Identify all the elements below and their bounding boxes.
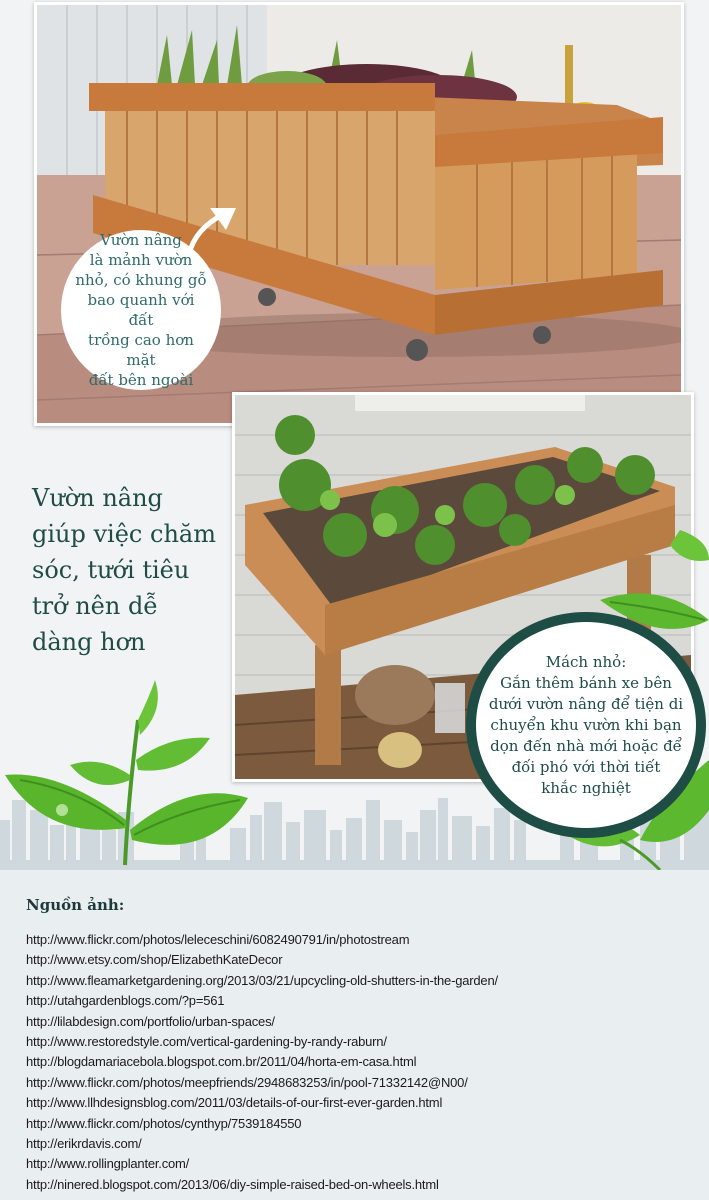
tip-line: đối phó với thời tiết xyxy=(511,757,661,776)
source-link[interactable]: http://lilabdesign.com/portfolio/urban-spaces/ xyxy=(26,1013,275,1029)
source-link[interactable]: http://www.flickr.com/photos/meepfriends/2948683253/in/pool-71332142@N00/ xyxy=(26,1074,468,1090)
callout-line: đất bên ngoài xyxy=(88,371,194,389)
tip-line: khắc nghiệt xyxy=(541,778,631,797)
tip-line: Gắn thêm bánh xe bên xyxy=(500,673,672,692)
callout-line: là mảnh vườn xyxy=(89,251,193,269)
callout-line: nhỏ, có khung gỗ xyxy=(75,271,207,289)
source-link[interactable]: http://erikrdavis.com/ xyxy=(26,1136,142,1152)
source-link-list xyxy=(26,930,685,1195)
tip-line: dưới vườn nâng để tiện di xyxy=(488,694,684,713)
heading-line: giúp việc chăm xyxy=(32,520,216,548)
sources-title: Nguồn ảnh: xyxy=(26,896,125,914)
heading-line: sóc, tưới tiêu xyxy=(32,556,190,584)
sprout-icon xyxy=(0,680,250,870)
source-link[interactable]: http://www.flickr.com/photos/cynthyp/7539184550 xyxy=(26,1115,302,1131)
tip-callout xyxy=(466,612,706,838)
source-link[interactable]: http://www.fleamarketgardening.org/2013/03/21/upcycling-old-shutters-in-the-garden/ xyxy=(26,972,498,988)
raised-bed-benefit-heading xyxy=(32,480,232,660)
source-link[interactable]: http://utahgardenblogs.com/?p=561 xyxy=(26,993,225,1009)
callout-line: trồng cao hơn mặt xyxy=(88,331,194,369)
tip-line: dọn đến nhà mới hoặc để xyxy=(490,736,682,755)
image-sources-section xyxy=(0,870,709,1200)
callout-line: Vườn nâng xyxy=(100,231,182,249)
source-link[interactable]: http://www.etsy.com/shop/ElizabethKateDecor xyxy=(26,952,283,968)
source-link[interactable]: http://www.llhdesignsblog.com/2011/03/details-of-our-first-ever-garden.html xyxy=(26,1095,443,1111)
tip-line: chuyển khu vườn khi bạn xyxy=(490,715,682,734)
source-link[interactable]: http://ninered.blogspot.com/2013/06/diy-simple-raised-bed-on-wheels.html xyxy=(26,1176,439,1192)
source-link[interactable]: http://www.flickr.com/photos/leleceschini/6082490791/in/photostream xyxy=(26,932,410,947)
source-link[interactable]: http://www.rollingplanter.com/ xyxy=(26,1156,190,1172)
heading-line: Vườn nâng xyxy=(32,484,163,512)
tip-title: Mách nhỏ: xyxy=(545,652,627,671)
heading-line: dàng hơn xyxy=(32,628,146,656)
source-link[interactable]: http://blogdamariacebola.blogspot.com.br/2011/04/horta-em-casa.html xyxy=(26,1054,417,1070)
tip-body xyxy=(489,673,683,799)
heading-line: trở nên dễ xyxy=(32,592,159,620)
raised-bed-definition-callout xyxy=(61,230,221,390)
callout-line: bao quanh với đất xyxy=(87,291,195,329)
source-link[interactable]: http://www.restoredstyle.com/vertical-gardening-by-randy-raburn/ xyxy=(26,1034,387,1050)
